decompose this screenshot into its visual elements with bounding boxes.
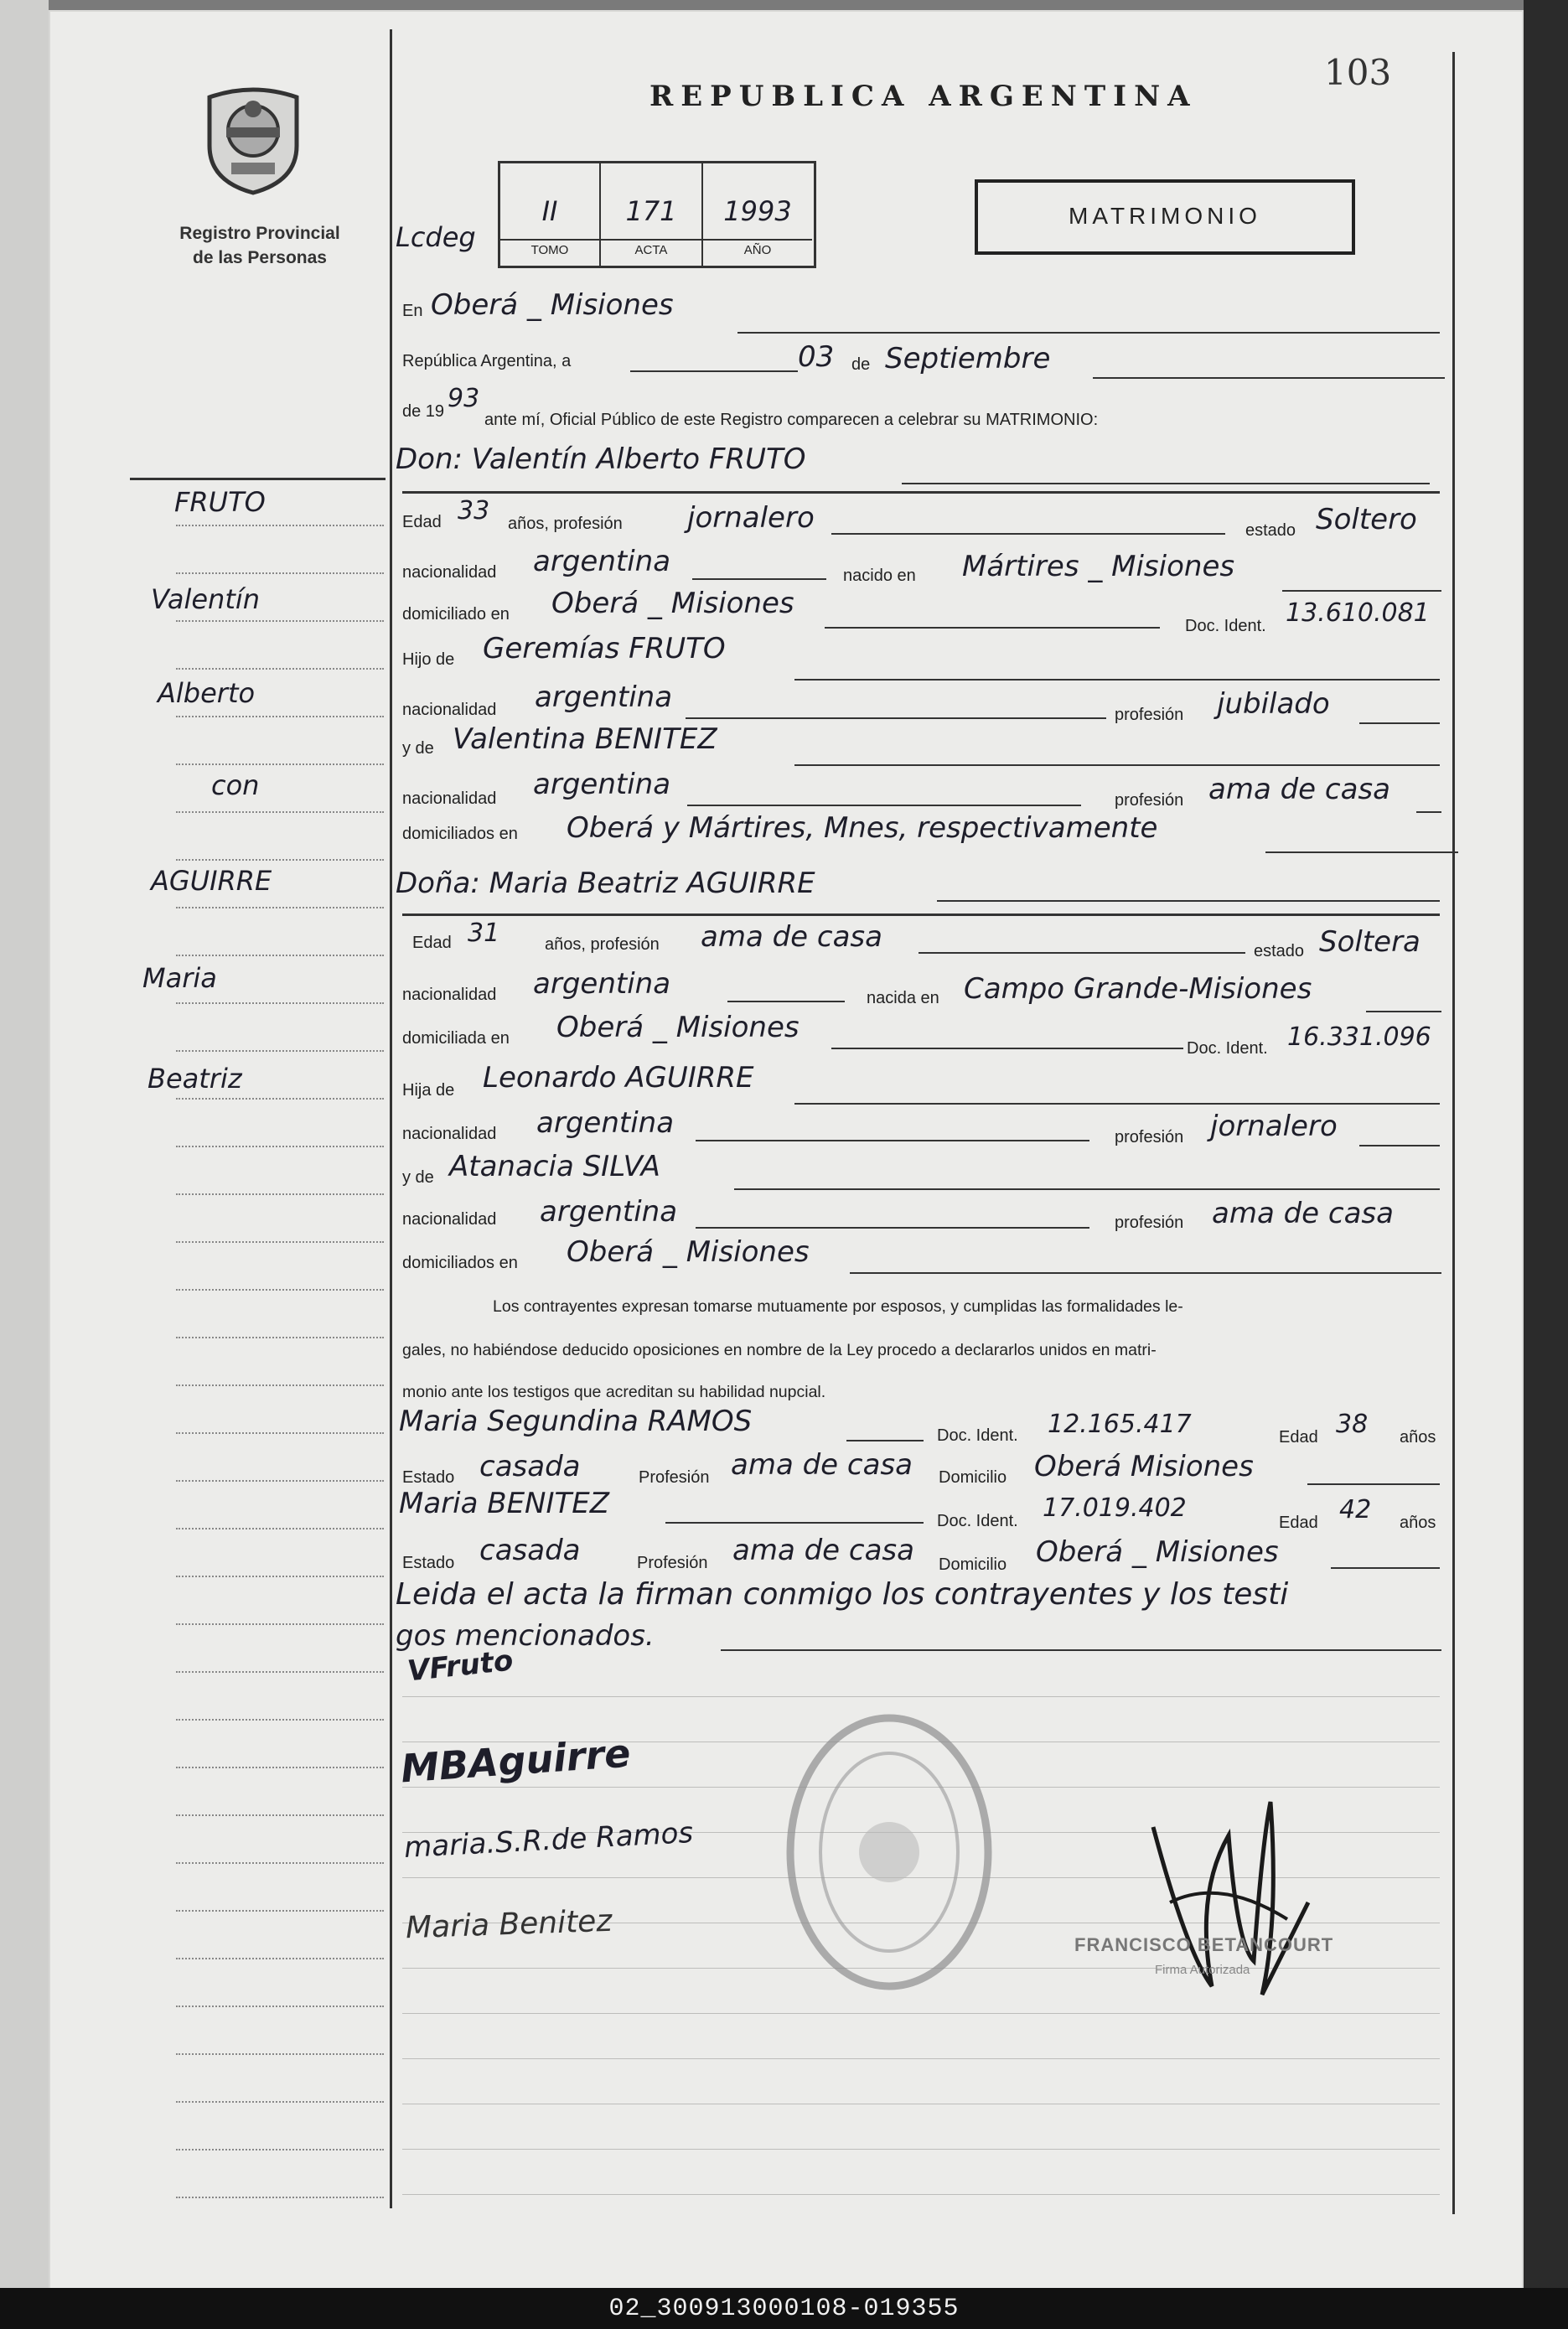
margin-dotted-line (176, 1002, 384, 1004)
margin-dotted-line (176, 1098, 384, 1100)
groom-mother-label: y de (402, 739, 434, 758)
margin-dotted-line (176, 1432, 384, 1434)
margin-dotted-line (176, 2053, 384, 2055)
groom-name: Don: Valentín Alberto FRUTO (396, 443, 806, 476)
date-label-a: República Argentina, a (402, 352, 572, 370)
signature-groom: VFruto (406, 1643, 515, 1689)
groom-father: Geremías FRUTO (483, 632, 726, 665)
bride-father-prof: jornalero (1210, 1110, 1338, 1143)
bride-mother-prof: ama de casa (1212, 1197, 1394, 1230)
groom-estado: Soltero (1316, 503, 1417, 536)
acta-value: 171 (625, 195, 677, 227)
margin-dotted-line (176, 1384, 384, 1386)
witness-2-anios-label: años (1400, 1514, 1436, 1532)
bride-nacida: Campo Grande-Misiones (964, 972, 1312, 1006)
bride-mother-nac: argentina (540, 1195, 678, 1229)
groom-edad: 33 (458, 496, 490, 525)
witness-1-estado-label: Estado (402, 1468, 455, 1487)
bride-profesion-label: años, profesión (545, 935, 660, 954)
date-year: 93 (448, 384, 480, 413)
bride-father: Leonardo AGUIRRE (483, 1061, 754, 1095)
anio-cell (703, 163, 812, 266)
margin-name-0: FRUTO (174, 486, 266, 518)
margin-dotted-line (176, 1050, 384, 1052)
bride-nac-label: nacionalidad (402, 986, 497, 1004)
margin-name-1: Valentín (151, 583, 261, 615)
anio-label: AÑO (703, 239, 812, 257)
witness-2-edad: 42 (1339, 1495, 1372, 1524)
date-label-de: de (851, 355, 871, 374)
margin-dotted-line (176, 716, 384, 717)
registry-name: Registro Provincial de las Personas (179, 224, 340, 267)
witness-1-name: Maria Segundina RAMOS (399, 1405, 753, 1438)
signature-line (402, 2194, 1440, 2195)
signature-line (402, 1696, 1440, 1697)
groom-doc: 13.610.081 (1286, 598, 1430, 628)
margin-dotted-line (176, 1193, 384, 1195)
margin-dotted-line (176, 859, 384, 861)
bride-mother-nac-label: nacionalidad (402, 1210, 497, 1229)
witness-2-edad-label: Edad (1279, 1514, 1318, 1532)
official-seal-stamp-icon (784, 1710, 994, 1995)
witness-2-doc: 17.019.402 (1043, 1493, 1187, 1523)
groom-mother-nac: argentina (533, 768, 671, 801)
bride-edad: 31 (468, 919, 500, 948)
groom-dom-label: domiciliado en (402, 605, 510, 624)
act-prefix: Lcdeg (396, 221, 476, 253)
bride-doc-label: Doc. Ident. (1187, 1039, 1268, 1058)
bride-dom-label: domiciliada en (402, 1029, 510, 1048)
signature-witness-1: maria.S.R.de Ramos (403, 1815, 695, 1866)
groom-nac: argentina (533, 545, 671, 578)
groom-estado-label: estado (1245, 521, 1296, 540)
legal-text-line-3: monio ante los testigos que acreditan su habilidad nupcial. (402, 1383, 826, 1401)
margin-dotted-line (176, 2149, 384, 2150)
margin-dotted-line (176, 1480, 384, 1482)
witness-2-doc-label: Doc. Ident. (937, 1512, 1018, 1530)
page-left-edge (0, 0, 49, 2288)
witness-2-dom-label: Domicilio (939, 1555, 1007, 1574)
groom-parents-dom-label: domiciliados en (402, 825, 518, 843)
margin-dotted-line (176, 763, 384, 765)
tomo-label: TOMO (500, 239, 599, 257)
groom-mother: Valentina BENITEZ (453, 722, 717, 756)
act-type-label: MATRIMONIO (1069, 203, 1261, 229)
witness-1-doc: 12.165.417 (1048, 1410, 1192, 1439)
groom-nacido-label: nacido en (843, 567, 916, 585)
bride-nacida-label: nacida en (867, 989, 939, 1007)
bride-edad-label: Edad (412, 934, 452, 952)
date-rest: ante mí, Oficial Público de este Registro comparecen a celebrar su MATRIMONIO: (484, 411, 1099, 429)
signature-line (402, 2013, 1440, 2014)
margin-dotted-line (176, 1862, 384, 1864)
witness-2-name: Maria BENITEZ (399, 1487, 610, 1520)
margin-dotted-line (176, 1289, 384, 1291)
bride-estado: Soltera (1319, 925, 1421, 959)
bride-profesion: ama de casa (701, 920, 882, 954)
margin-name-6: Beatriz (147, 1063, 242, 1095)
witness-1-dom-label: Domicilio (939, 1468, 1007, 1487)
signature-line (402, 2058, 1440, 2059)
signature-bride: MBAguirre (399, 1730, 633, 1792)
groom-father-prof: jubilado (1217, 687, 1330, 721)
margin-dotted-line (176, 668, 384, 670)
right-rule (1452, 52, 1455, 2214)
margin-dotted-line (176, 2006, 384, 2007)
witness-1-prof-label: Profesión (639, 1468, 710, 1487)
closing-line-1: Leida el acta la firman conmigo los contrayentes y los testi (396, 1577, 1289, 1612)
legal-text-line-1: Los contrayentes expresan tomarse mutuamente por esposos, y cumplidas las formalidades le- (493, 1297, 1183, 1316)
margin-name-3: con (211, 769, 260, 801)
margin-dotted-line (176, 1146, 384, 1147)
margin-dotted-line (176, 1671, 384, 1673)
place-value: Oberá _ Misiones (431, 288, 674, 322)
margin-dotted-line (176, 1814, 384, 1816)
groom-father-nac: argentina (535, 681, 673, 714)
bride-parents-dom-label: domiciliados en (402, 1254, 518, 1272)
groom-father-label: Hijo de (402, 650, 455, 669)
groom-nacido: Mártires _ Misiones (962, 550, 1235, 583)
margin-name-2: Alberto (158, 677, 256, 709)
groom-mother-prof-label: profesión (1115, 791, 1184, 810)
bride-doc: 16.331.096 (1287, 1022, 1431, 1052)
margin-dotted-line (176, 620, 384, 622)
legal-text-line-2: gales, no habiéndose deducido oposiciones en nombre de la Ley procedo a declararlos unidos en matri- (402, 1341, 1157, 1359)
margin-dotted-line (176, 1767, 384, 1768)
acta-label: ACTA (601, 239, 701, 257)
date-day: 03 (798, 340, 835, 374)
margin-dotted-line (176, 907, 384, 908)
margin-name-5: Maria (142, 962, 217, 994)
margin-dotted-line (176, 1576, 384, 1577)
bride-mother-label: y de (402, 1168, 434, 1187)
groom-doc-label: Doc. Ident. (1185, 617, 1266, 635)
bride-parents-dom: Oberá _ Misiones (567, 1235, 810, 1269)
margin-header-rule (130, 478, 386, 480)
margin-dotted-line (176, 572, 384, 574)
file-code: 02_300913000108-019355 (608, 2295, 960, 2323)
groom-edad-label: Edad (402, 513, 442, 531)
witness-1-dom: Oberá Misiones (1034, 1450, 1254, 1483)
bride-father-nac: argentina (536, 1106, 675, 1140)
closing-line-2: gos mencionados. (396, 1619, 655, 1653)
witness-2-estado: casada (479, 1534, 581, 1567)
margin-rule (390, 29, 392, 2208)
groom-profesion: jornalero (687, 501, 815, 535)
margin-dotted-line (176, 2101, 384, 2103)
act-reference-table (498, 161, 816, 268)
bride-nac: argentina (533, 967, 671, 1001)
officer-stamp-name: FRANCISCO BETANCOURT (1074, 1934, 1334, 1955)
margin-dotted-line (176, 525, 384, 526)
place-label: En (402, 302, 423, 320)
margin-dotted-line (176, 1719, 384, 1721)
bride-estado-label: estado (1254, 942, 1305, 960)
bride-mother-prof-label: profesión (1115, 1214, 1184, 1232)
tomo-value: II (541, 195, 558, 227)
witness-2-prof: ama de casa (732, 1534, 914, 1567)
witness-1-edad: 38 (1336, 1410, 1369, 1439)
date-year-prefix: de 19 (402, 402, 445, 421)
groom-father-prof-label: profesión (1115, 706, 1184, 724)
bride-name: Doña: Maria Beatriz AGUIRRE (396, 867, 815, 900)
margin-dotted-line (176, 1623, 384, 1625)
page-number: 103 (1324, 52, 1392, 93)
bride-father-nac-label: nacionalidad (402, 1125, 497, 1143)
bride-father-prof-label: profesión (1115, 1128, 1184, 1146)
groom-profesion-label: años, profesión (508, 515, 623, 533)
bride-father-label: Hija de (402, 1081, 455, 1100)
margin-dotted-line (176, 955, 384, 956)
witness-2-prof-label: Profesión (637, 1554, 708, 1572)
witness-2-dom: Oberá _ Misiones (1036, 1535, 1279, 1569)
margin-dotted-line (176, 1337, 384, 1338)
witness-1-estado: casada (479, 1450, 581, 1483)
book-spine-shadow (1524, 0, 1568, 2296)
margin-dotted-line (176, 811, 384, 813)
officer-stamp-title: Firma Autorizada (1155, 1963, 1250, 1977)
margin-dotted-line (176, 1528, 384, 1529)
margin-dotted-line (176, 1241, 384, 1243)
provincial-seal-icon (201, 87, 305, 196)
bride-mother: Atanacia SILVA (449, 1150, 660, 1183)
country-title: REPUBLICA ARGENTINA (649, 80, 1198, 113)
groom-parents-dom: Oberá y Mártires, Mnes, respectivamente (567, 811, 1158, 845)
date-month: Septiembre (885, 342, 1051, 375)
margin-dotted-line (176, 1910, 384, 1912)
groom-mother-prof: ama de casa (1208, 773, 1390, 806)
bride-dom: Oberá _ Misiones (556, 1011, 800, 1044)
signature-witness-2: Maria Benitez (405, 1903, 613, 1946)
margin-dotted-line (176, 2197, 384, 2198)
groom-nac-label: nacionalidad (402, 563, 497, 582)
margin-dotted-line (176, 1958, 384, 1959)
witness-1-prof: ama de casa (731, 1448, 913, 1482)
groom-father-nac-label: nacionalidad (402, 701, 497, 719)
witness-2-estado-label: Estado (402, 1554, 455, 1572)
signature-line (402, 2149, 1440, 2150)
acta-cell (601, 163, 703, 266)
groom-mother-nac-label: nacionalidad (402, 789, 497, 808)
margin-name-4: AGUIRRE (151, 865, 272, 897)
act-type-box (975, 179, 1355, 255)
witness-1-edad-label: Edad (1279, 1428, 1318, 1447)
anio-value: 1993 (723, 195, 792, 227)
witness-1-anios-label: años (1400, 1428, 1436, 1447)
tomo-cell (500, 163, 601, 266)
groom-dom: Oberá _ Misiones (551, 587, 794, 620)
witness-1-doc-label: Doc. Ident. (937, 1426, 1018, 1445)
